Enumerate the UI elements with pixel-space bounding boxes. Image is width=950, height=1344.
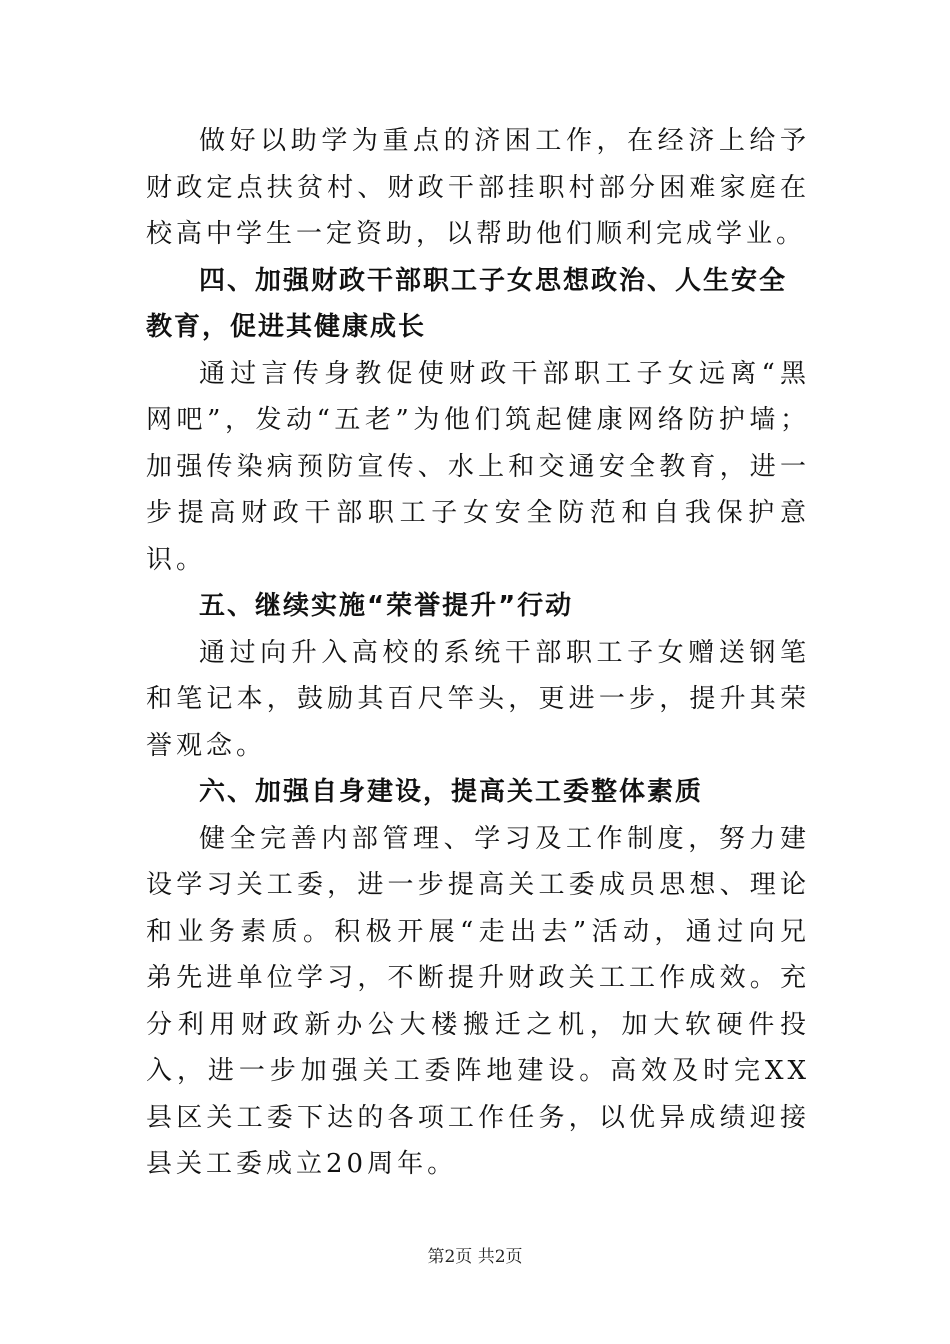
page-number-footer: 第2页 共2页 [427, 1247, 523, 1267]
paragraph-safety-education: 通过言传身教促使财政干部职工子女远离“黑网吧”，发动“五老”为他们筑起健康网络防护墙；加强传染病预防宣传、水上和交通安全教育，进一步提高财政干部职工子女安全防范和自我保护意识。 [146, 358, 810, 575]
section-heading-four: 四、加强财政干部职工子女思想政治、人生安全教育，促进其健康成长 [146, 265, 788, 342]
section-heading-six: 六、加强自身建设，提高关工委整体素质 [199, 777, 704, 807]
section-heading-five: 五、继续实施“荣誉提升”行动 [199, 591, 574, 621]
paragraph-self-construction: 健全完善内部管理、学习及工作制度，努力建设学习关工委，进一步提高关工委成员思想、理论和业务素质。积极开展“走出去”活动，通过向兄弟先进单位学习，不断提升财政关工工作成效。充分利用财政新办公大楼搬迁之机，加大软硬件投入，进一步加强关工委阵地建设。高效及时完XX县区关工委下达的各项工作任务，以优异成绩迎接县关工委成立20周年。 [146, 823, 810, 1179]
paragraph-aid-work: 做好以助学为重点的济困工作，在经济上给予财政定点扶贫村、财政干部挂职村部分困难家庭在校高中学生一定资助，以帮助他们顺利完成学业。 [146, 126, 810, 249]
document-body [146, 118, 810, 1188]
paragraph-honor-action: 通过向升入高校的系统干部职工子女赠送钢笔和笔记本，鼓励其百尺竿头，更进一步，提升其荣誉观念。 [146, 637, 810, 761]
